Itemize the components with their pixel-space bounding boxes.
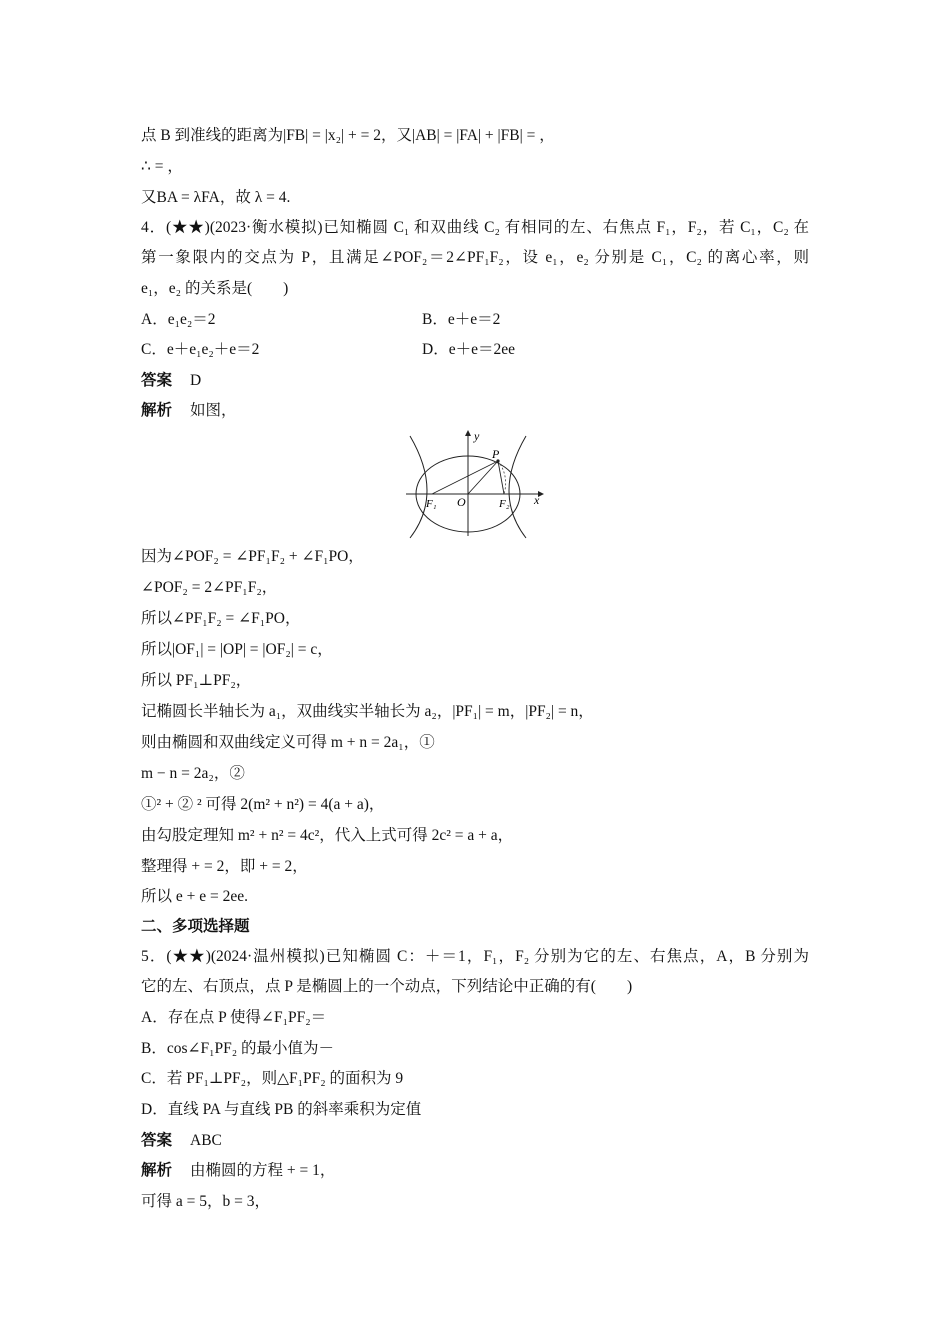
hyperbola-right-branch <box>509 436 526 538</box>
question-4-stem: 4．(★★)(2023·衡水模拟)已知椭圆 C₁ 和双曲线 C₂ 有相同的左、右焦点 F₁，F₂，若 C₁，C₂ 在 <box>141 219 809 236</box>
solution-line: 可得 a = 5，b = 3， <box>141 1193 270 1210</box>
answer-label: 答案 <box>141 1132 173 1149</box>
text-line: 点 B 到准线的距离为|FB| = |x₂| + = 2，又|AB| = |FA| + |FB| = ， <box>141 127 555 144</box>
solution-line: 所以 e + e = 2ee. <box>141 888 249 905</box>
question-4-stem: 第一象限内的交点为 P，且满足∠POF₂＝2∠PF₁F₂，设 e₁，e₂ 分别是 C₁，C₂ 的离心率，则 <box>141 249 809 266</box>
origin-label: O <box>457 495 466 509</box>
answer-line <box>141 371 201 391</box>
f2-label: F₂ <box>499 498 510 510</box>
f1-label: F₁ <box>426 498 437 510</box>
segment-po <box>468 461 498 494</box>
solution-line: 因为∠POF₂ = ∠PF₁F₂ + ∠F₁PO， <box>141 548 364 565</box>
solution-line: ∠POF₂ = 2∠PF₁F₂， <box>141 579 278 596</box>
solution-line: ①² + ② ² 可得 2(m² + n²) = 4(a + a)， <box>141 796 385 813</box>
analysis-line <box>141 401 237 421</box>
analysis-label: 解析 <box>141 402 173 419</box>
solution-line: 所以|OF₁| = |OP| = |OF₂| = c， <box>141 641 333 658</box>
x-axis-label: x <box>534 493 540 507</box>
solution-line: 则由椭圆和双曲线定义可得 m + n = 2a₁，① <box>141 734 435 751</box>
option-c: C．e＋e₁e₂＋e＝2 <box>141 341 260 358</box>
option-a: A．存在点 P 使得∠F₁PF₂＝ <box>141 1009 327 1026</box>
option-b: B．cos∠F₁PF₂ 的最小值为－ <box>141 1040 335 1057</box>
option-c: C．若 PF₁⊥PF₂，则△F₁PF₂ 的面积为 9 <box>141 1070 404 1087</box>
text-line: ∴ = ， <box>141 158 183 175</box>
answer-value: D <box>190 372 202 389</box>
segment-pf1 <box>432 461 498 494</box>
analysis-text: 如图， <box>190 402 237 419</box>
analysis-line <box>141 1161 335 1181</box>
option-b: B．e＋e＝2 <box>422 311 501 328</box>
option-a: A．e₁e₂＝2 <box>141 311 216 328</box>
solution-line: 由勾股定理知 m² + n² = 4c²，代入上式可得 2c² = a + a， <box>141 827 514 844</box>
analysis-text: 由椭圆的方程 + = 1， <box>190 1162 336 1179</box>
question-4-stem: e₁，e₂ 的关系是( ) <box>141 280 289 297</box>
question-5-stem: 5．(★★)(2024·温州模拟)已知椭圆 C：＋＝1，F₁，F₂ 分别为它的左、右焦点，A，B 分别为 <box>141 948 809 965</box>
solution-line: 所以 PF₁⊥PF₂， <box>141 672 252 689</box>
analysis-label: 解析 <box>141 1162 173 1179</box>
ellipse-hyperbola-figure <box>402 428 548 540</box>
answer-line <box>141 1131 222 1151</box>
section-heading: 二、多项选择题 <box>141 918 250 935</box>
answer-value: ABC <box>190 1132 222 1149</box>
question-5-stem: 它的左、右顶点，点 P 是椭圆上的一个动点，下列结论中正确的有( ) <box>141 978 633 995</box>
hyperbola-left-branch <box>410 436 427 538</box>
solution-line: 记椭圆长半轴长为 a₁，双曲线实半轴长为 a₂，|PF₁| = m，|PF₂| = n， <box>141 703 594 720</box>
option-d: D．e＋e＝2ee <box>422 341 515 358</box>
point-p-label: P <box>492 447 500 461</box>
solution-line: 整理得 + = 2，即 + = 2， <box>141 858 308 875</box>
y-axis-arrow <box>465 430 471 436</box>
text-line: 又BA = λFA，故 λ = 4. <box>141 189 291 206</box>
solution-line: 所以∠PF₁F₂ = ∠F₁PO， <box>141 610 301 627</box>
option-d: D．直线 PA 与直线 PB 的斜率乘积为定值 <box>141 1101 422 1118</box>
y-axis-label: y <box>474 429 480 443</box>
solution-line: m − n = 2a₂，② <box>141 765 245 782</box>
answer-label: 答案 <box>141 372 173 389</box>
